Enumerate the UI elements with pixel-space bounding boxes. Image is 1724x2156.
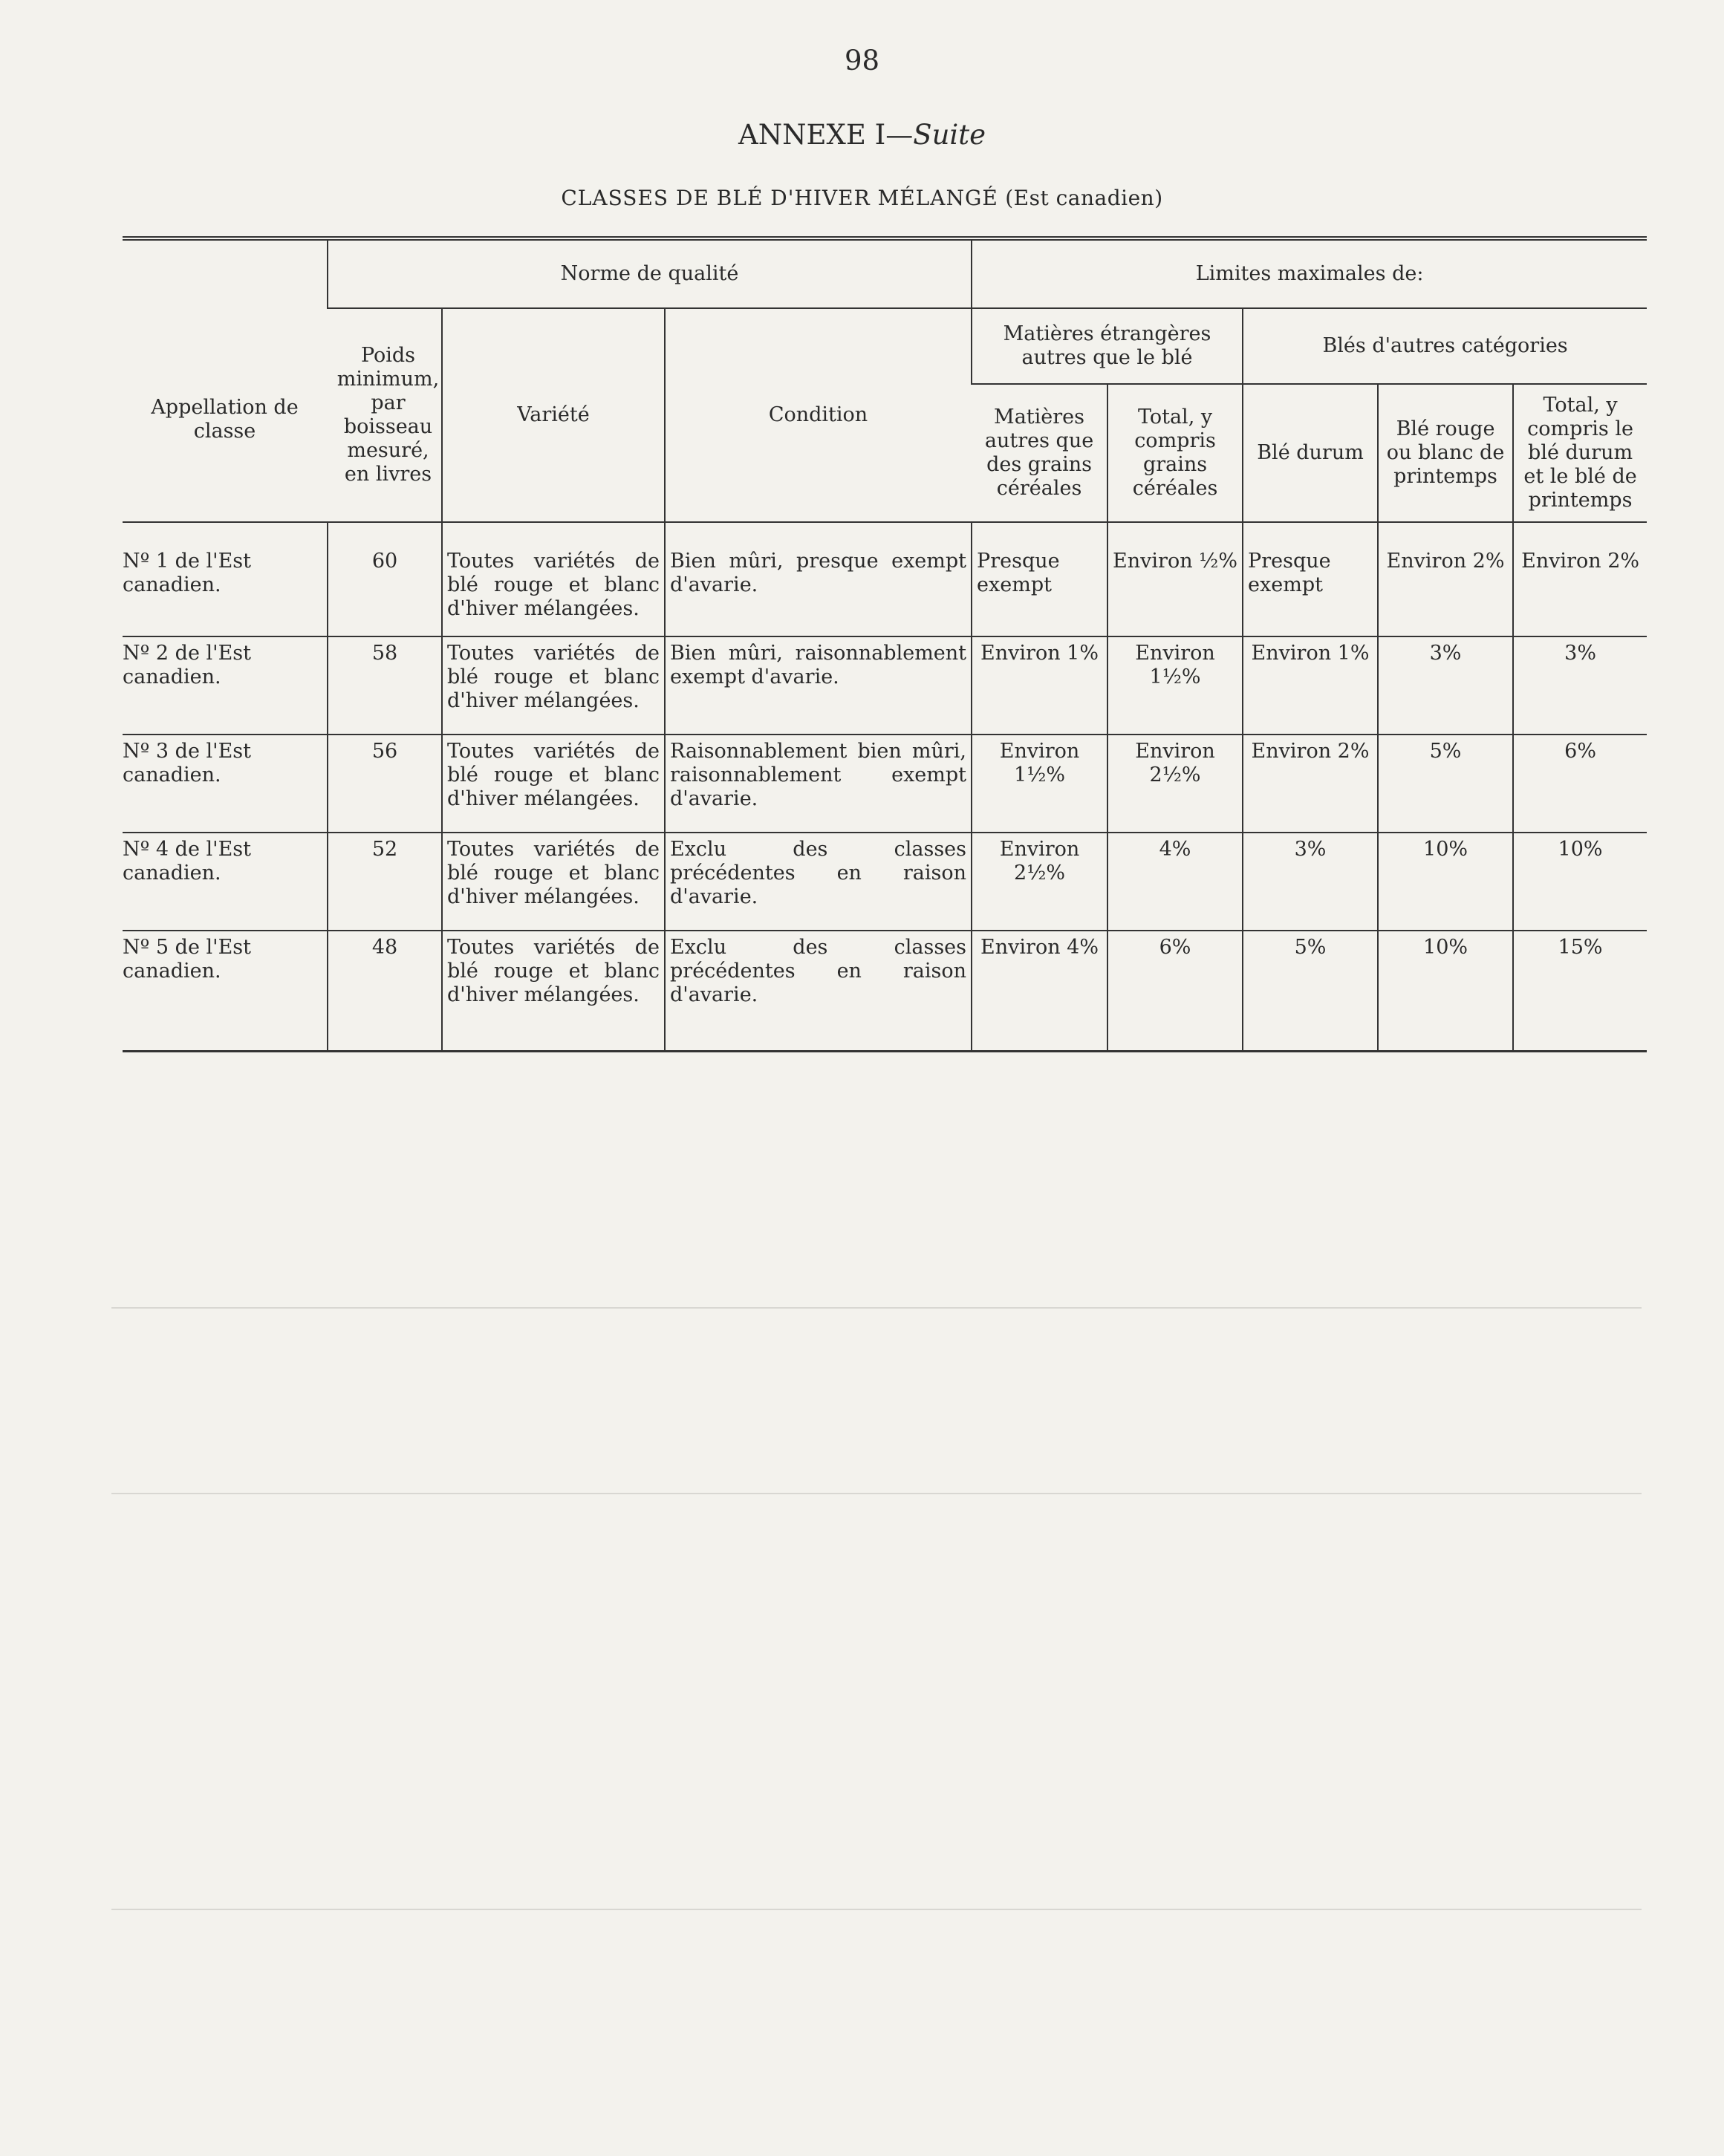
- table-row: [123, 522, 1647, 636]
- header-matieres-etrangeres: Matières étrangères autres que le blé: [972, 308, 1243, 384]
- grade-total-cereal: Environ 1½%: [1107, 636, 1243, 735]
- grade-weight: 52: [328, 833, 442, 931]
- grade-total: 3%: [1513, 636, 1647, 735]
- grade-non-cereal: Environ 4%: [972, 931, 1107, 1052]
- grade-non-cereal: Environ 1%: [972, 636, 1107, 735]
- header-bles-autres: Blés d'autres catégories: [1243, 308, 1647, 384]
- grade-durum: 5%: [1243, 931, 1378, 1052]
- grade-durum: 3%: [1243, 833, 1378, 931]
- header-condition: Condition: [665, 308, 972, 522]
- grade-variety: Toutes variétés de blé rouge et blanc d'hiver mélangées.: [442, 735, 665, 833]
- table-row: [123, 636, 1647, 735]
- grade-durum: Presque exempt: [1243, 522, 1378, 636]
- annex-title-suite: Suite: [913, 119, 986, 151]
- grade-total-cereal: 6%: [1107, 931, 1243, 1052]
- grade-total: 10%: [1513, 833, 1647, 931]
- header-ble-durum: Blé durum: [1243, 384, 1378, 522]
- header-limites: Limites maximales de:: [972, 238, 1647, 308]
- show-through-rule: [111, 1909, 1642, 1910]
- grade-name: Nº 5 de l'Est canadien.: [123, 931, 328, 1052]
- grade-red-white: 10%: [1378, 833, 1513, 931]
- annex-title-main: ANNEXE I—: [738, 119, 914, 151]
- grade-weight: 58: [328, 636, 442, 735]
- page-number: 98: [844, 45, 880, 76]
- header-ble-rouge-blanc: Blé rouge ou blanc de printemps: [1378, 384, 1513, 522]
- grade-red-white: 3%: [1378, 636, 1513, 735]
- show-through-rule: [111, 1307, 1642, 1309]
- header-variete: Variété: [442, 308, 665, 522]
- show-through-rule: [111, 1493, 1642, 1494]
- grade-weight: 56: [328, 735, 442, 833]
- subtitle-region: (Est canadien): [1005, 186, 1163, 210]
- grade-durum: Environ 2%: [1243, 735, 1378, 833]
- grade-variety: Toutes variétés de blé rouge et blanc d'hiver mélangées.: [442, 636, 665, 735]
- grade-condition: Exclu des classes précédentes en raison d'avarie.: [665, 833, 972, 931]
- table-row: [123, 735, 1647, 833]
- grade-name: Nº 2 de l'Est canadien.: [123, 636, 328, 735]
- grade-name: Nº 1 de l'Est canadien.: [123, 522, 328, 636]
- header-norme: Norme de qualité: [328, 238, 972, 308]
- wheat-grades-table: [123, 236, 1647, 1052]
- header-poids: Poids minimum, par boisseau mesuré, en livres: [328, 308, 442, 522]
- grade-total-cereal: Environ ½%: [1107, 522, 1243, 636]
- grade-variety: Toutes variétés de blé rouge et blanc d'hiver mélangées.: [442, 833, 665, 931]
- table-subtitle: [0, 186, 1724, 210]
- grade-weight: 48: [328, 931, 442, 1052]
- grade-total: 15%: [1513, 931, 1647, 1052]
- header-total-durum-printemps: Total, y compris le blé durum et le blé de printemps: [1513, 384, 1647, 522]
- grade-total: Environ 2%: [1513, 522, 1647, 636]
- grade-red-white: 10%: [1378, 931, 1513, 1052]
- table-row: [123, 931, 1647, 1052]
- grade-total-cereal: 4%: [1107, 833, 1243, 931]
- grade-non-cereal: Environ 1½%: [972, 735, 1107, 833]
- header-matieres-autres: Matières autres que des grains céréales: [972, 384, 1107, 522]
- grade-variety: Toutes variétés de blé rouge et blanc d'hiver mélangées.: [442, 931, 665, 1052]
- grade-non-cereal: Environ 2½%: [972, 833, 1107, 931]
- subtitle-main: CLASSES DE BLÉ D'HIVER MÉLANGÉ: [561, 186, 998, 210]
- grade-total-cereal: Environ 2½%: [1107, 735, 1243, 833]
- table-row: [123, 833, 1647, 931]
- grade-variety: Toutes variétés de blé rouge et blanc d'hiver mélangées.: [442, 522, 665, 636]
- grade-name: Nº 4 de l'Est canadien.: [123, 833, 328, 931]
- grade-red-white: Environ 2%: [1378, 522, 1513, 636]
- grade-weight: 60: [328, 522, 442, 636]
- header-total-cereales: Total, y compris grains céréales: [1107, 384, 1243, 522]
- grade-condition: Exclu des classes précédentes en raison d'avarie.: [665, 931, 972, 1052]
- annex-title: [0, 119, 1724, 151]
- header-appellation: Appellation de classe: [123, 238, 328, 522]
- grade-name: Nº 3 de l'Est canadien.: [123, 735, 328, 833]
- grade-condition: Bien mûri, raisonnablement exempt d'avarie.: [665, 636, 972, 735]
- grade-condition: Bien mûri, presque exempt d'avarie.: [665, 522, 972, 636]
- grade-red-white: 5%: [1378, 735, 1513, 833]
- grade-non-cereal: Presque exempt: [972, 522, 1107, 636]
- grade-condition: Raisonnablement bien mûri, raisonnablement exempt d'avarie.: [665, 735, 972, 833]
- grade-total: 6%: [1513, 735, 1647, 833]
- grade-durum: Environ 1%: [1243, 636, 1378, 735]
